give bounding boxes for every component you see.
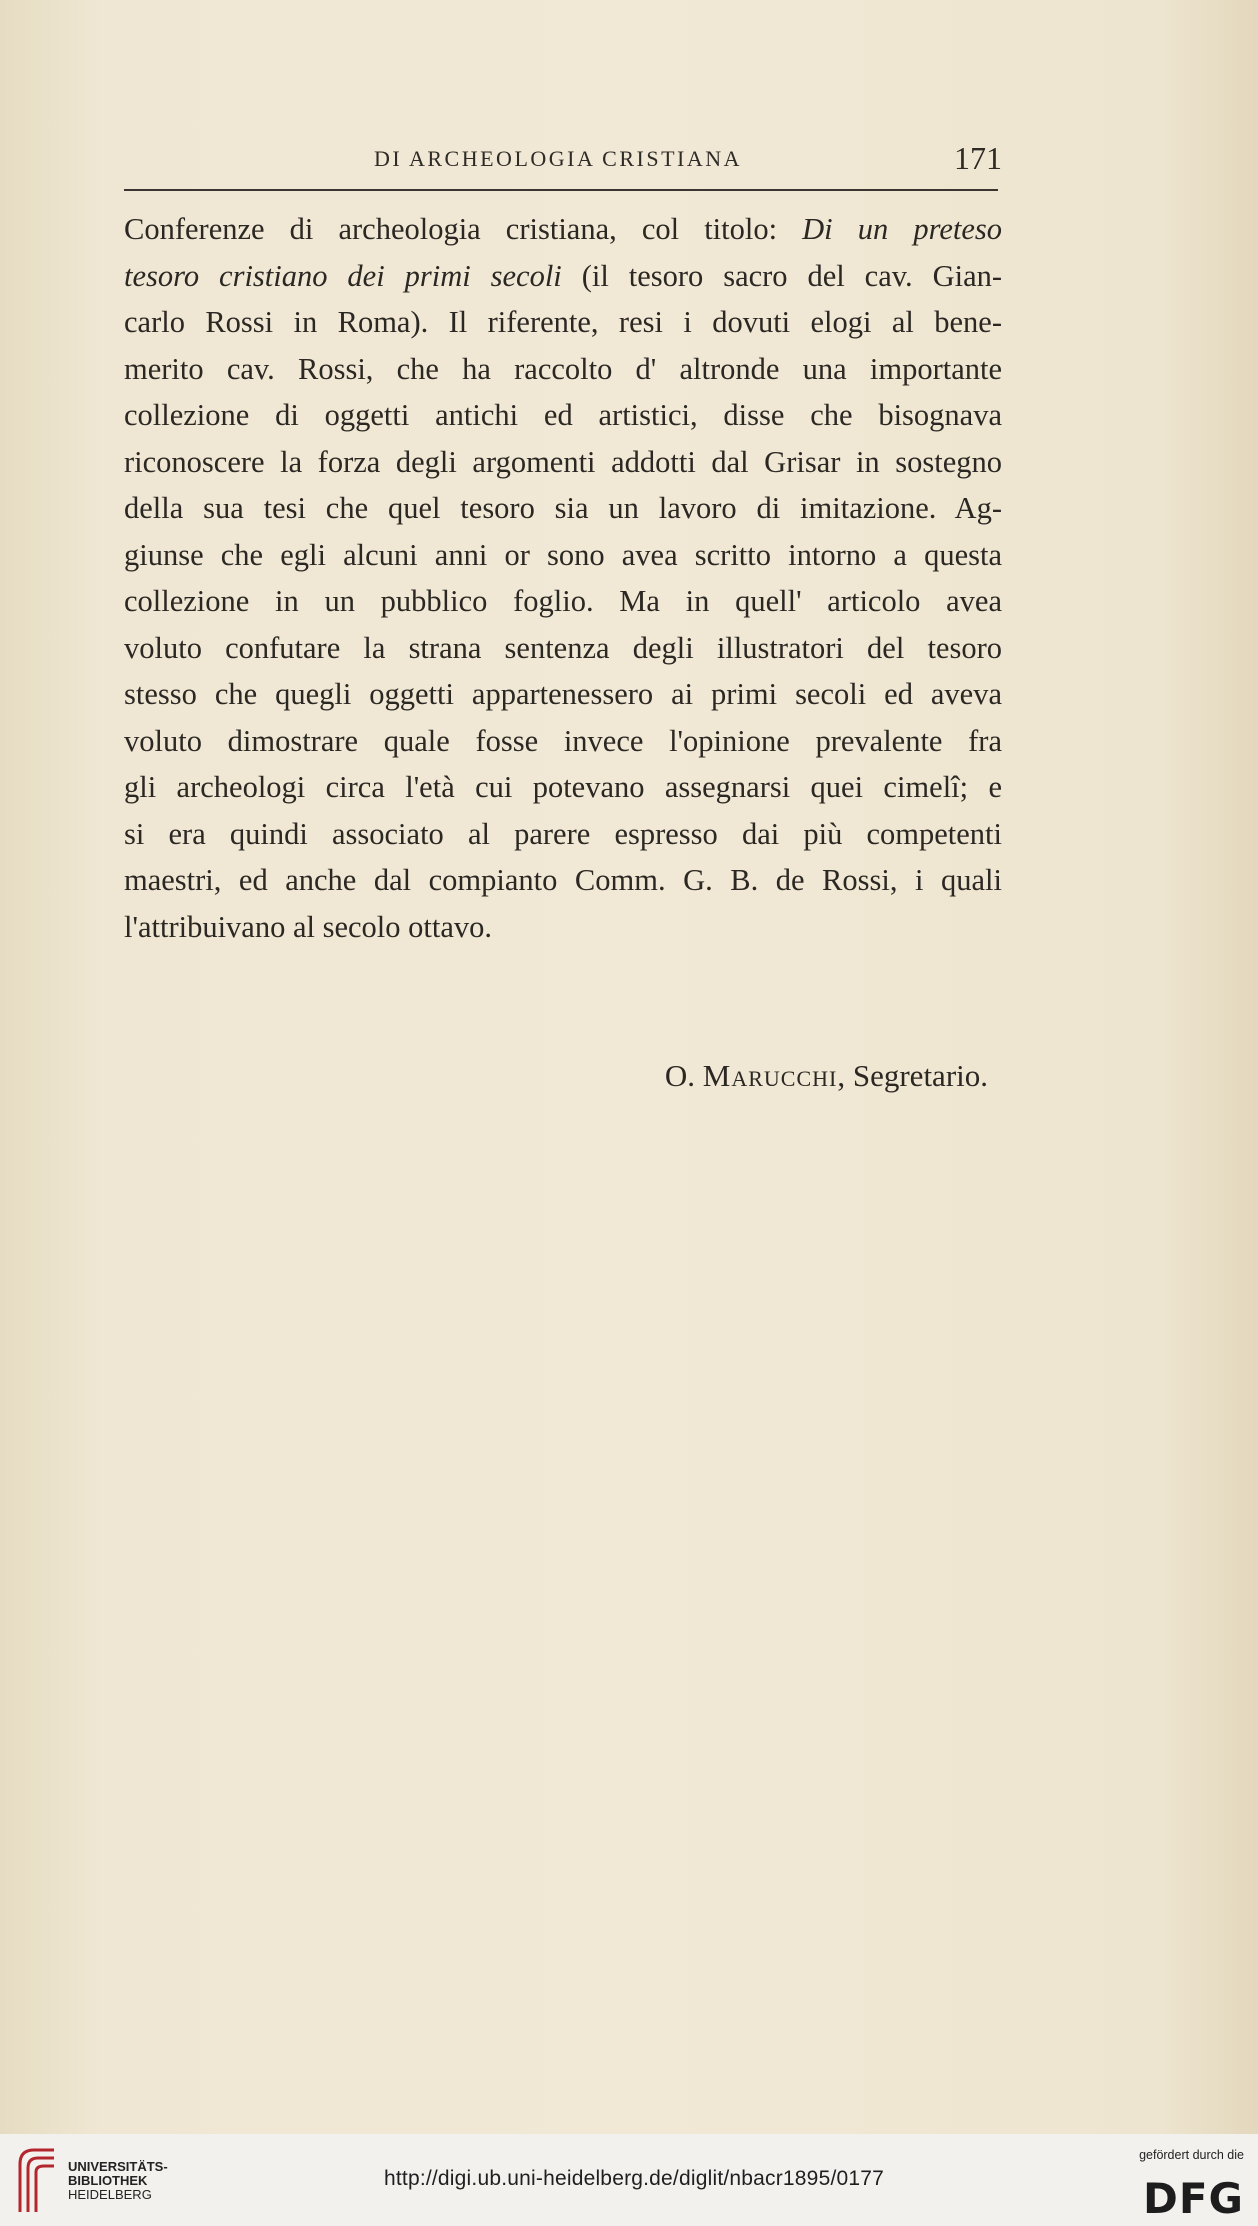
- signature: [665, 1058, 988, 1094]
- text-line: voluto dimostrare quale fosse invece l'opinione prevalente fra: [124, 723, 1002, 758]
- library-name: UNIVERSITÄTS- BIBLIOTHEK HEIDELBERG: [68, 2159, 168, 2202]
- text-line: giunse che egli alcuni anni or sono avea scritto intorno a questa: [124, 537, 1002, 572]
- text-line: tesoro cristiano dei primi secoli (il tesoro sacro del cav. Gian-: [124, 258, 1003, 293]
- library-logo-icon: [14, 2142, 60, 2218]
- text-line: si era quindi associato al parere espresso dai più competenti: [124, 816, 1002, 851]
- header-rule: [124, 189, 998, 191]
- signature-surname: Marucchi: [702, 1058, 838, 1093]
- text-line: collezione in un pubblico foglio. Ma in quell' articolo avea: [124, 584, 1002, 618]
- text-line: carlo Rossi in Roma). Il riferente, resi i dovuti elogi al bene-: [124, 305, 1002, 339]
- running-title: DI ARCHEOLOGIA CRISTIANA: [374, 146, 742, 171]
- text-line: maestri, ed anche dal compianto Comm. G. B. de Rossi, i quali: [124, 863, 1002, 897]
- text-line: Conferenze di archeologia cristiana, col titolo: Di un preteso: [124, 212, 1002, 246]
- digitization-footer: [0, 2134, 1258, 2226]
- dfg-logo: DFG: [1142, 2174, 1244, 2223]
- sponsor-text: gefördert durch die: [1139, 2148, 1244, 2162]
- text-line: voluto confutare la strana sentenza degli illustratori del tesoro: [124, 630, 1002, 665]
- text-line: della sua tesi che quel tesoro sia un lavoro di imitazione. Ag-: [124, 491, 1002, 525]
- body-paragraph: [124, 206, 1002, 950]
- signature-initial: O.: [664, 1058, 703, 1093]
- text-line: merito cav. Rossi, che ha raccolto d' altronde una importante: [124, 351, 1002, 386]
- page-number: 171: [954, 140, 1002, 176]
- text-line: stesso che quegli oggetti appartenessero ai primi secoli ed aveva: [124, 677, 1002, 711]
- text-line: l'attribuivano al secolo ottavo.: [124, 909, 493, 944]
- text-line: collezione di oggetti antichi ed artistici, disse che bisognava: [124, 398, 1002, 432]
- source-url[interactable]: http://digi.ub.uni-heidelberg.de/diglit/nbacr1895/0177: [384, 2167, 884, 2190]
- running-head: [124, 142, 1004, 182]
- text-line: riconoscere la forza degli argomenti addotti dal Grisar in sostegno: [124, 444, 1002, 479]
- text-line: gli archeologi circa l'età cui potevano assegnarsi quei cimelî; e: [124, 770, 1002, 804]
- signature-role: , Segretario.: [837, 1058, 988, 1093]
